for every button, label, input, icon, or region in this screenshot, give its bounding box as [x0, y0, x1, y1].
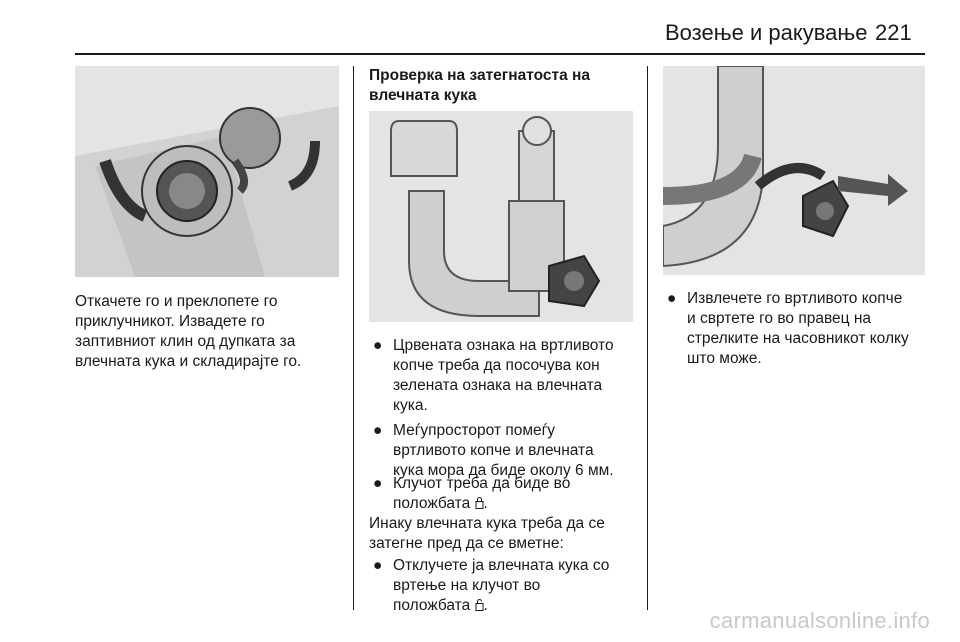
header-rule	[75, 53, 925, 55]
bullet-line: што може.	[687, 350, 762, 367]
bullet-item	[373, 421, 638, 481]
bullet-line: зелената ознака на влечната	[393, 377, 603, 394]
bullet-line: и свртете го во правец на	[687, 310, 872, 327]
col1-line: приклучникот. Извадете го	[75, 313, 265, 330]
page-header-title: Возење и ракување	[665, 20, 868, 45]
bullet-item	[667, 289, 932, 369]
bullet-item	[373, 474, 638, 514]
bullet-line: Меѓупросторот помеѓу	[393, 422, 556, 439]
lock-open-icon	[475, 598, 484, 611]
heading-line: влечната кука	[369, 87, 477, 104]
column-divider-right	[647, 66, 648, 610]
bullet-line: вртење на клучот во	[393, 577, 541, 594]
col2-paragraph	[369, 514, 644, 554]
bullet-dot: ●	[373, 475, 383, 492]
lock-closed-icon	[475, 496, 484, 509]
heading-line: Проверка на затегнатоста на	[369, 67, 591, 84]
bullet-item	[373, 336, 638, 416]
bullet-line: Извлечете го вртливото копче	[687, 290, 903, 307]
col1-line: Откачете го и преклопете го	[75, 293, 278, 310]
period: .	[483, 495, 488, 512]
col1-line: влечната кука и складирајте го.	[75, 353, 302, 370]
bullet-line: Црвената ознака на вртливото	[393, 337, 614, 354]
bullet-text	[687, 289, 909, 369]
bullet-dot: ●	[667, 290, 677, 307]
bullet-text	[393, 474, 570, 514]
bullet-line: копче треба да посочува кон	[393, 357, 600, 374]
figure-knob-rotate	[663, 66, 925, 275]
period: .	[483, 597, 488, 614]
tow-knob-rotate-illustration	[663, 66, 925, 275]
bullet-line: Отклучете ја влечната кука со	[393, 557, 610, 574]
bullet-text	[393, 556, 609, 616]
bullet-dot: ●	[373, 557, 383, 574]
bullet-line-text: положбата	[393, 495, 471, 512]
section-heading	[369, 66, 639, 106]
tow-bar-knob-illustration	[369, 111, 633, 322]
bullet-line	[393, 494, 570, 514]
bullet-line	[393, 596, 609, 616]
connector-tow-illustration	[75, 66, 339, 277]
bullet-line: вртливото копче и влечната	[393, 442, 594, 459]
bullet-line-text: положбата	[393, 597, 471, 614]
column-divider-left	[353, 66, 354, 610]
bullet-line: кука мора да биде околу 6 мм.	[393, 462, 614, 479]
bullet-line: стрелките на часовникот колку	[687, 330, 909, 347]
figure-connector	[75, 66, 339, 277]
col2-line: Инаку влечната кука треба да се	[369, 515, 605, 532]
col1-line: заптивниот клин од дупката за	[75, 333, 296, 350]
bullet-line: Клучот треба да биде во	[393, 475, 571, 492]
bullet-line: кука.	[393, 397, 428, 414]
bullet-dot: ●	[373, 422, 383, 439]
bullet-text	[393, 336, 614, 416]
figure-tow-bar	[369, 111, 633, 322]
bullet-text	[393, 421, 614, 481]
bullet-dot: ●	[373, 337, 383, 354]
watermark: carmanualsonline.info	[709, 608, 930, 633]
col2-line: затегне пред да се вметне:	[369, 535, 564, 552]
bullet-item	[373, 556, 638, 616]
page-number: 221	[875, 20, 912, 45]
col1-paragraph	[75, 292, 345, 372]
